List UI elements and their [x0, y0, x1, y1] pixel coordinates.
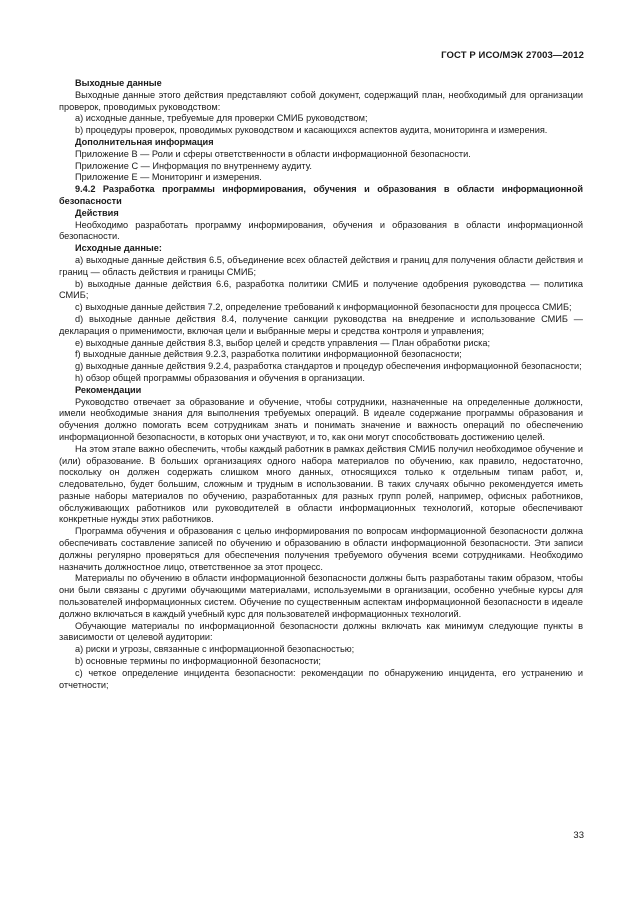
paragraph: Программа обучения и образования с целью информирования по вопросам информационной безопасности должна обеспечивать составление записей по обучению и образованию в области информационной безопасности. Эти записи должны регулярно проверяться для обеспечения получения требуемого обучения всеми сотрудниками. Необходимо назначить должностное лицо, ответственное за этот процесс.	[59, 526, 583, 572]
heading-output: Выходные данные	[75, 78, 162, 88]
document-header: ГОСТ Р ИСО/МЭК 27003—2012	[441, 50, 584, 61]
list-item: g) выходные данные действия 9.2.4, разработка стандартов и процедур обеспечения информационной безопасности;	[75, 361, 582, 372]
heading-actions: Действия	[75, 207, 119, 218]
page-body	[59, 78, 583, 691]
heading-input-data: Исходные данные:	[75, 243, 162, 254]
paragraph: Обучающие материалы по информационной безопасности должны включать как минимум следующие пункты в зависимости от целевой аудитории:	[59, 620, 583, 643]
list-item: e) выходные данные действия 8.3, выбор целей и средств управления — План обработки риска;	[75, 337, 491, 348]
paragraph: Материалы по обучению в области информационной безопасности должны быть разработаны таким образом, чтобы они были связаны с другими обучающими материалами, используемыми в организации, особенно учебные курсы для пользователей информационных систем. Обучение по существенным аспектам информационной безопасности в идеале должно включаться в каждый учебный курс для пользователей информационных технологий.	[59, 573, 583, 619]
list-item: a) риски и угрозы, связанные с информационной безопасностью;	[75, 644, 355, 655]
paragraph: На этом этапе важно обеспечить, чтобы каждый работник в рамках действия СМИБ получил необходимое обучение и (или) образование. В больших организациях одного набора материалов по обучению, как правило, недостаточно, поскольку он должен содержать слишком много данных, относящихся только к отдельным типам работ, и, следовательно, будет большим, сложным и трудным в использовании. В таких случаях обычно рекомендуется иметь разные наборы материалов по обучению, разработанных для разных групп ролей, например, офисных работников, обслуживающих работников или руководителей в области информационных технологий, которые обеспечивают конкретные нужды этих работников.	[59, 443, 583, 525]
paragraph: Руководство отвечает за образование и обучение, чтобы сотрудники, назначенные на определенные должности, имели необходимые знания для выполнения требуемых операций. В идеале содержание программы образования и обучения должно помогать всем сотрудникам знать и понимать значение и важность операций по обеспечению информационной безопасности, в которых они участвуют, и то, как они могут способствовать достижению целей.	[59, 396, 583, 442]
page-number: 33	[573, 830, 584, 841]
paragraph: Приложение Е — Мониторинг и измерения.	[75, 172, 262, 183]
heading-recommendations: Рекомендации	[75, 384, 142, 395]
list-item: b) процедуры проверок, проводимых руководством и касающихся аспектов аудита, мониторинга и измерения.	[75, 125, 548, 136]
paragraph: Приложение С — Информация по внутреннему аудиту.	[75, 160, 312, 171]
list-item: а) исходные данные, требуемые для проверки СМИБ руководством;	[75, 113, 368, 124]
list-item: a) выходные данные действия 6.5, объединение всех областей действия и границ для получения области действия и границ — область действия и границы СМИБ;	[59, 254, 583, 277]
list-item: d) выходные данные действия 8.4, получение санкции руководства на внедрение и использование СМИБ — декларация о применимости, включая цели и выбранные меры и средства контроля и управления;	[59, 313, 583, 336]
list-item: b) выходные данные действия 6.6, разработка политики СМИБ и получение одобрения руководства — политика СМИБ;	[59, 278, 583, 301]
paragraph: Выходные данные этого действия представляют собой документ, содержащий план, необходимый для организации проверок, проводимых руководством:	[59, 89, 583, 112]
heading-additional-info: Дополнительная информация	[75, 136, 214, 147]
list-item: f) выходные данные действия 9.2.3, разработка политики информационной безопасности;	[75, 349, 462, 360]
section-heading: 9.4.2 Разработка программы информирования, обучения и образования в области информационной безопасности	[59, 184, 583, 206]
paragraph: Приложение В — Роли и сферы ответственности в области информационной безопасности.	[75, 148, 471, 159]
list-item: c) выходные данные действия 7.2, определение требований к информационной безопасности для процесса СМИБ;	[75, 302, 572, 313]
paragraph: Необходимо разработать программу информирования, обучения и образования в области информационной безопасности.	[59, 219, 583, 242]
list-item: b) основные термины по информационной безопасности;	[75, 656, 321, 667]
list-item: c) четкое определение инцидента безопасности: рекомендации по обнаружению инцидента, его устранению и отчетности;	[59, 667, 583, 690]
list-item: h) обзор общей программы образования и обучения в организации.	[75, 372, 365, 383]
